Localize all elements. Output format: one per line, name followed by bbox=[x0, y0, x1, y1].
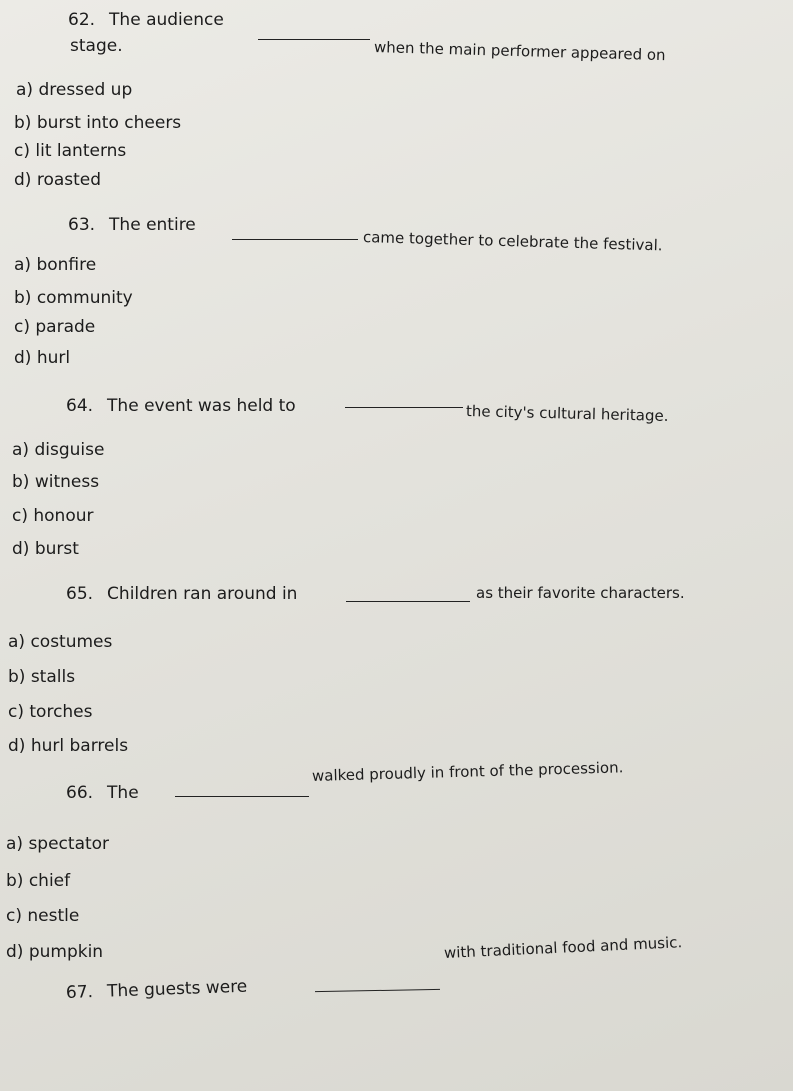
stem-before: Children ran around in bbox=[107, 584, 298, 604]
question-number: 67. bbox=[65, 982, 94, 1003]
stem-before: The audience bbox=[109, 10, 224, 30]
question-stem bbox=[66, 783, 139, 803]
question-number: 63. bbox=[68, 215, 96, 235]
question-stem bbox=[68, 215, 196, 235]
option-c[interactable]: c) parade bbox=[14, 317, 96, 337]
option-b[interactable]: b) witness bbox=[12, 472, 100, 492]
stem-continuation: stage. bbox=[70, 36, 123, 56]
stem-after: when the main performer appeared on bbox=[373, 38, 666, 65]
stem-after: as their favorite characters. bbox=[476, 584, 685, 602]
answer-blank[interactable] bbox=[315, 989, 440, 992]
answer-blank[interactable] bbox=[345, 407, 463, 408]
option-a[interactable]: a) spectator bbox=[6, 834, 110, 854]
stem-before: The guests were bbox=[106, 976, 248, 1002]
option-d[interactable]: d) hurl bbox=[14, 348, 71, 368]
stem-after: came together to celebrate the festival. bbox=[362, 228, 663, 255]
stem-after: with traditional food and music. bbox=[443, 933, 683, 962]
answer-blank[interactable] bbox=[258, 39, 370, 40]
option-a[interactable]: a) bonfire bbox=[14, 255, 97, 275]
option-c[interactable]: c) nestle bbox=[6, 906, 80, 926]
question-stem bbox=[66, 584, 297, 604]
option-c[interactable]: c) lit lanterns bbox=[14, 141, 127, 161]
option-d[interactable]: d) roasted bbox=[14, 170, 102, 190]
option-b[interactable]: b) stalls bbox=[8, 667, 76, 687]
question-number: 62. bbox=[68, 10, 96, 30]
stem-after: the city's cultural heritage. bbox=[465, 402, 669, 425]
stem-before: The bbox=[107, 783, 139, 803]
option-b[interactable]: b) community bbox=[14, 288, 133, 308]
stem-before: The entire bbox=[109, 215, 196, 235]
option-c[interactable]: c) honour bbox=[12, 506, 94, 526]
question-number: 66. bbox=[66, 783, 94, 803]
question-number: 64. bbox=[66, 396, 94, 416]
option-d[interactable]: d) pumpkin bbox=[6, 942, 104, 962]
question-number: 65. bbox=[66, 584, 94, 604]
option-d[interactable]: d) hurl barrels bbox=[8, 736, 129, 756]
question-stem bbox=[66, 396, 296, 416]
option-d[interactable]: d) burst bbox=[12, 539, 79, 559]
option-a[interactable]: a) disguise bbox=[12, 440, 105, 460]
stem-before: The event was held to bbox=[107, 396, 296, 416]
answer-blank[interactable] bbox=[346, 601, 470, 602]
option-c[interactable]: c) torches bbox=[8, 702, 93, 722]
option-b[interactable]: b) chief bbox=[6, 871, 71, 891]
question-stem bbox=[66, 977, 248, 1003]
answer-blank[interactable] bbox=[232, 239, 358, 240]
option-b[interactable]: b) burst into cheers bbox=[14, 113, 182, 133]
option-a[interactable]: a) dressed up bbox=[16, 80, 133, 100]
question-stem bbox=[68, 10, 224, 30]
answer-blank[interactable] bbox=[175, 796, 309, 797]
stem-after: walked proudly in front of the procession. bbox=[311, 758, 624, 785]
option-a[interactable]: a) costumes bbox=[8, 632, 113, 652]
